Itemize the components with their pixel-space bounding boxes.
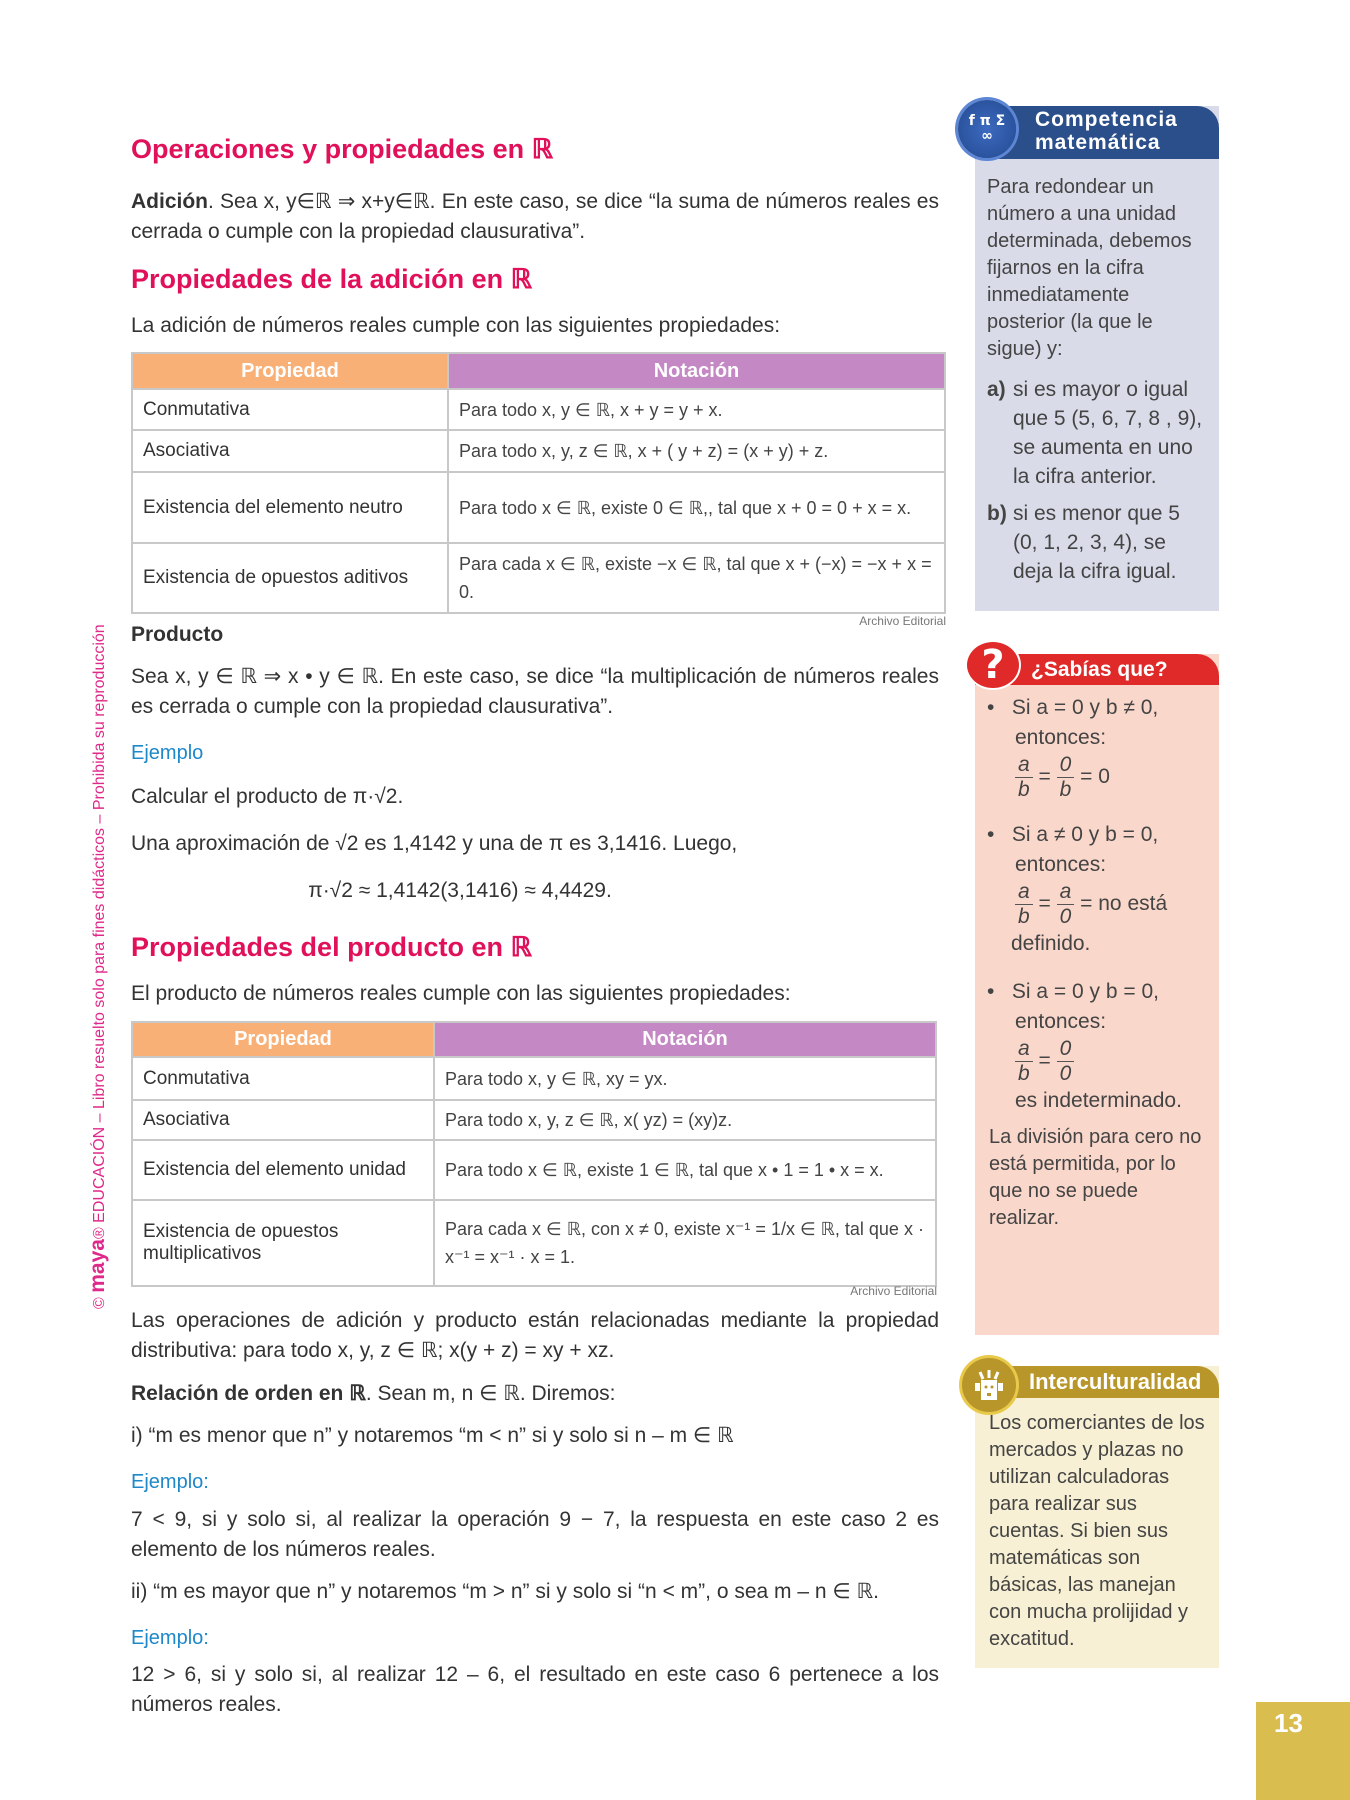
numerator: a	[1015, 753, 1033, 778]
item-text: si es mayor o igual que 5 (5, 6, 7, 8 , 9), se aumenta en uno la cifra anterior.	[1013, 378, 1203, 488]
header-notacion: Notación	[448, 353, 945, 389]
sabias-header: ¿Sabías que?	[975, 654, 1219, 685]
fraction	[1015, 1037, 1033, 1086]
sabias-list	[975, 685, 1219, 1116]
item-then: entonces:	[1015, 726, 1107, 749]
table-row	[132, 1100, 936, 1140]
cell: Existencia de opuestos aditivos	[132, 543, 448, 613]
heading-producto: Propiedades del producto en ℝ	[131, 932, 532, 962]
ejemplo-line: Calcular el producto de π·√2.	[131, 785, 404, 808]
intro-adicion: La adición de números reales cumple con las siguientes propiedades:	[131, 314, 781, 337]
sabias-footer: La división para cero no está permitida, por lo que no se puede realizar.	[989, 1126, 1202, 1229]
numerator: a	[1015, 880, 1033, 905]
orden-paragraph	[131, 1379, 939, 1409]
header-propiedad: Propiedad	[132, 353, 448, 389]
item-condition: Si a = 0 y b = 0,	[1011, 980, 1159, 1003]
page-title: Operaciones y propiedades en ℝ	[131, 134, 554, 164]
cell: Existencia del elemento unidad	[132, 1140, 434, 1200]
result: = 0	[1080, 765, 1110, 789]
fraction	[1015, 753, 1033, 802]
cell: Para todo x, y, z ∈ ℝ, x + ( y + z) = (x + y) + z.	[448, 430, 945, 472]
list-item: • Si a ≠ 0 y b = 0, entonces: $\frac{a}{b}$ = $\frac{a}{0}$ = no está definido.	[987, 820, 1211, 959]
fraction	[1057, 1037, 1075, 1086]
cell: Asociativa	[132, 430, 448, 472]
orden-i: i) “m es menor que n” y notaremos “m < n” si y solo si n – m ∈ ℝ	[131, 1424, 734, 1447]
intro-producto: El producto de números reales cumple con las siguientes propiedades:	[131, 982, 791, 1005]
table-adicion	[131, 352, 946, 614]
sabias-box	[975, 654, 1219, 1335]
table-row	[132, 1057, 936, 1100]
page-number: 13	[1256, 1702, 1350, 1800]
denominator: b	[1018, 778, 1030, 801]
orden-ii: ii) “m es mayor que n” y notaremos “m > n” si y solo si “n < m”, o sea m – n ∈ ℝ.	[131, 1580, 879, 1603]
denominator: b	[1059, 778, 1072, 801]
denominator: 0	[1059, 1062, 1072, 1085]
table-row	[132, 1140, 936, 1200]
ejemplo-label: Ejemplo:	[131, 1471, 209, 1493]
ejemplo-formula: π·√2 ≈ 1,4142(3,1416) ≈ 4,4429.	[308, 879, 612, 902]
orden-label: Relación de orden en ℝ	[131, 1382, 366, 1405]
ejemplo-text: 12 > 6, si y solo si, al realizar 12 – 6, el resultado en este caso 6 pertenece a los números reales.	[131, 1663, 939, 1716]
orden-text: . Sean m, n ∈ ℝ. Diremos:	[365, 1382, 616, 1405]
cell: Para cada x ∈ ℝ, con x ≠ 0, existe x⁻¹ = 1/x ∈ ℝ, tal que x · x⁻¹ = x⁻¹ · x = 1.	[434, 1200, 936, 1286]
adicion-text: . Sea x, y∈ℝ ⇒ x+y∈ℝ. En este caso, se dice “la suma de números reales es cerrada o cumple con la propiedad clausurativa”.	[131, 190, 939, 243]
item-condition: Si a = 0 y b ≠ 0,	[1011, 696, 1159, 719]
item-text: si es menor que 5 (0, 1, 2, 3, 4), se deja la cifra igual.	[1013, 502, 1180, 583]
list-item	[987, 499, 1209, 586]
table-row	[132, 389, 945, 430]
cell: Existencia del elemento neutro	[132, 472, 448, 543]
list-item	[987, 375, 1209, 491]
copyright-note: © maya® EDUCACIÓN – Libro resuelto solo para fines didácticos – Prohibida su reproducción	[86, 624, 109, 1309]
item-then: entonces:	[1015, 1010, 1107, 1033]
table-row	[132, 1200, 936, 1286]
item-mark: a)	[987, 378, 1006, 401]
intercultural-text: Los comerciantes de los mercados y plazas no utilizan calculadoras para realizar sus cuentas. Si bien sus matemáticas son básicas, las manejan con mucha prolijidad y excatitud.	[989, 1412, 1205, 1650]
competencia-body	[975, 106, 1219, 586]
item-tail: definido.	[1011, 932, 1091, 955]
cell: Existencia de opuestos multiplicativos	[132, 1200, 434, 1286]
cell: Para todo x ∈ ℝ, existe 1 ∈ ℝ, tal que x • 1 = 1 • x = x.	[434, 1140, 936, 1200]
cell: Conmutativa	[132, 1057, 434, 1100]
producto-heading: Producto	[131, 623, 224, 646]
denominator: b	[1018, 1062, 1030, 1085]
adicion-paragraph	[131, 187, 939, 247]
fraction	[1057, 880, 1075, 929]
numerator: a	[1015, 1037, 1033, 1062]
fraction	[1057, 753, 1075, 802]
table-row	[132, 543, 945, 613]
ejemplo-label: Ejemplo	[131, 742, 204, 764]
distributiva-text: Las operaciones de adición y producto están relacionadas mediante la propiedad distributiva: para todo x, y, z ∈ ℝ; x(y + z) = xy + xz.	[131, 1309, 939, 1362]
header-propiedad: Propiedad	[132, 1022, 434, 1057]
competencia-box	[975, 106, 1219, 611]
fraction-expression: $\frac{a}{b}$ = $\frac{0}{b}$ = 0	[987, 753, 1211, 802]
item-then: entonces:	[1015, 853, 1107, 876]
cell: Para todo x, y ∈ ℝ, xy = yx.	[434, 1057, 936, 1100]
header-notacion: Notación	[434, 1022, 936, 1057]
image-credit: Archivo Editorial	[859, 614, 946, 628]
ejemplo-line: Una aproximación de √2 es 1,4142 y una de π es 3,1416. Luego,	[131, 832, 738, 855]
fraction-expression: $\frac{a}{b}$ = $\frac{0}{0}$	[987, 1037, 1211, 1086]
table-producto	[131, 1021, 937, 1287]
question-mark-icon: ?	[965, 640, 1021, 690]
intercultural-header: Interculturalidad	[975, 1366, 1219, 1398]
heading-adicion: Propiedades de la adición en ℝ	[131, 264, 532, 294]
denominator: 0	[1059, 905, 1072, 928]
numerator: a	[1057, 880, 1075, 905]
intercultural-box	[975, 1366, 1219, 1668]
item-tail: es indeterminado.	[1015, 1089, 1182, 1112]
cell: Asociativa	[132, 1100, 434, 1140]
cell: Para cada x ∈ ℝ, existe −x ∈ ℝ, tal que x + (−x) = −x + x = 0.	[448, 543, 945, 613]
cell: Para todo x, y, z ∈ ℝ, x( yz) = (xy)z.	[434, 1100, 936, 1140]
cell: Para todo x ∈ ℝ, existe 0 ∈ ℝ,, tal que x + 0 = 0 + x = x.	[448, 472, 945, 543]
brand-logo: maya	[86, 1239, 109, 1293]
ejemplo-text: 7 < 9, si y solo si, al realizar la operación 9 − 7, la respuesta en este caso 2 es elemento de los números reales.	[131, 1508, 939, 1561]
item-mark: b)	[987, 502, 1007, 525]
adicion-label: Adición	[131, 190, 208, 213]
cell: Para todo x, y ∈ ℝ, x + y = y + x.	[448, 389, 945, 430]
denominator: b	[1018, 905, 1030, 928]
competencia-title: Competencia	[1035, 108, 1178, 131]
cell: Conmutativa	[132, 389, 448, 430]
fraction	[1015, 880, 1033, 929]
table-row	[132, 430, 945, 472]
numerator: 0	[1057, 753, 1075, 778]
mask-glyph	[972, 1368, 1006, 1402]
competencia-intro: Para redondear un número a una unidad determinada, debemos fijarnos en la cifra inmediatamente posterior (la que le sigue) y:	[987, 176, 1192, 360]
mask-icon	[962, 1358, 1016, 1412]
list-item: • Si a = 0 y b = 0, entonces: $\frac{a}{b}$ = $\frac{0}{0}$ es indeterminado.	[987, 977, 1211, 1116]
item-condition: Si a ≠ 0 y b = 0,	[1011, 823, 1159, 846]
result: = no está	[1080, 892, 1168, 916]
ejemplo-label: Ejemplo:	[131, 1627, 209, 1649]
competencia-title: matemática	[1035, 131, 1161, 154]
table-row	[132, 472, 945, 543]
list-item: • Si a = 0 y b ≠ 0, entonces: $\frac{a}{b}$ = $\frac{0}{b}$ = 0	[987, 693, 1211, 802]
math-symbols-icon: f π Σ ∞	[958, 100, 1016, 158]
producto-text: Sea x, y ∈ ℝ ⇒ x • y ∈ ℝ. En este caso, se dice “la multiplicación de números reales es cerrada o cumple con la propiedad clausurativa”.	[131, 665, 939, 718]
numerator: 0	[1057, 1037, 1075, 1062]
image-credit: Archivo Editorial	[850, 1284, 937, 1298]
fraction-expression: $\frac{a}{b}$ = $\frac{a}{0}$ = no está	[987, 880, 1211, 929]
